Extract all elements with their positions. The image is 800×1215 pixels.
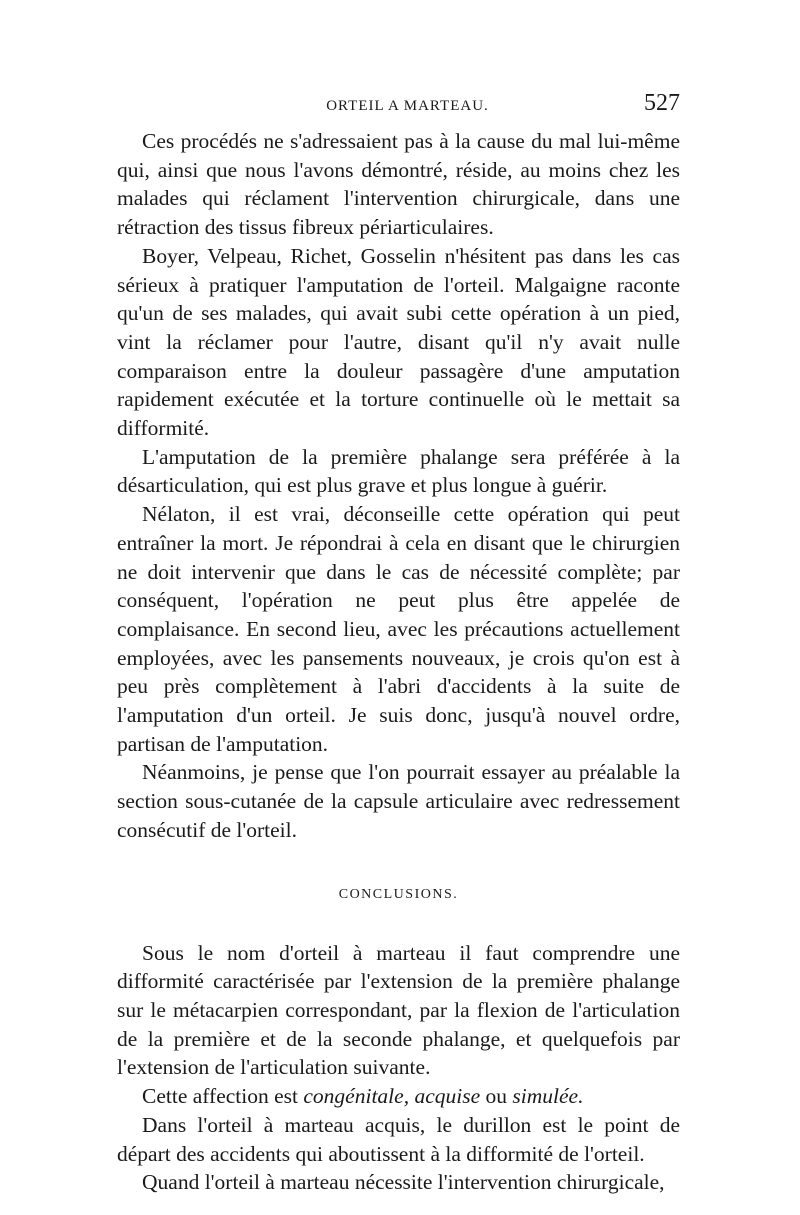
text-run: Cette affection est (142, 1084, 304, 1109)
italic-term: congénitale, (303, 1084, 410, 1109)
paragraph: L'amputation de la première phalange sera préférée à la désarticulation, qui est plus grave et plus longue à guérir. (117, 444, 680, 498)
page-header (117, 90, 680, 120)
paragraph: Quand l'orteil à marteau nécessite l'intervention chirurgicale, (142, 1170, 665, 1195)
italic-term: simulée. (512, 1084, 584, 1109)
paragraph: Sous le nom d'orteil à marteau il faut comprendre une difformité caractérisée par l'extension de la première phalange sur le métacarpien correspondant, par la flexion de l'articulation de la première et de la seconde phalange, et quelquefois par l'extension de l'articulation suivante. (117, 940, 680, 1080)
paragraph: Ces procédés ne s'adressaient pas à la cause du mal lui-même qui, ainsi que nous l'avons démontré, réside, au moins chez les malades qui réclament l'intervention chirurgicale, dans une rétraction des tissus fibreux périarticulaires. (117, 129, 680, 240)
running-title: ORTEIL A MARTEAU. (326, 98, 489, 114)
paragraph: Nélaton, il est vrai, déconseille cette opération qui peut entraîner la mort. Je répondrai à cela en disant que le chirurgien ne doit intervenir que dans le cas de nécessité complète; par conséquent, l'opération ne peut plus être appelée de complaisance. En second lieu, avec les précautions actuellement employées, avec les pansements nouveaux, je crois qu'on est à peu près complètement à l'abri d'accidents à la suite de l'amputation d'un orteil. Je suis donc, jusqu'à nouvel ordre, partisan de l'amputation. (117, 502, 680, 756)
paragraph (117, 1082, 680, 1111)
italic-term: acquise (414, 1084, 481, 1109)
text-run: ou (480, 1084, 513, 1109)
page-number: 527 (644, 90, 680, 116)
section-heading: CONCLUSIONS. (338, 886, 459, 902)
page-body (117, 127, 680, 1197)
paragraph: Néanmoins, je pense que l'on pourrait essayer au préalable la section sous-cutanée de la capsule articulaire avec redressement consécutif de l'orteil. (117, 760, 680, 842)
paragraph: Boyer, Velpeau, Richet, Gosselin n'hésitent pas dans les cas sérieux à pratiquer l'amputation de l'orteil. Malgaigne raconte qu'un de ses malades, qui avait subi cette opération à un pied, vint la réclamer pour l'autre, disant qu'il n'y avait nulle comparaison entre la douleur passagère d'une amputation rapidement exécutée et la torture continuelle où le mettait sa difformité. (117, 243, 680, 441)
paragraph: Dans l'orteil à marteau acquis, le durillon est le point de départ des accidents qui aboutissent à la difformité de l'orteil. (117, 1112, 680, 1166)
